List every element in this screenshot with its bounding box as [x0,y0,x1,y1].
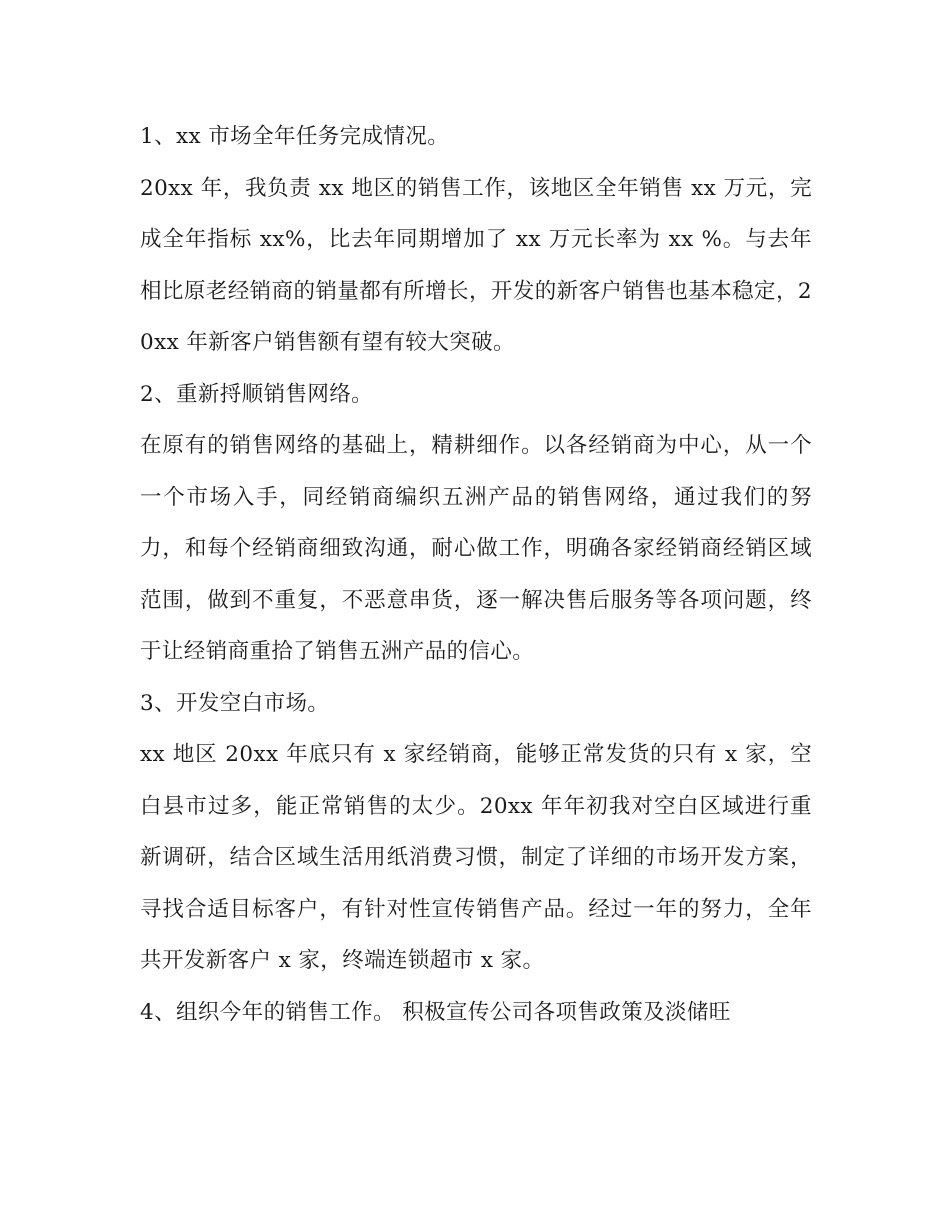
heading-sales-network: 2、重新捋顺销售网络。 [140,381,374,407]
paragraph-sales-summary: 20xx 年，我负责 xx 地区的销售工作，该地区全年销售 xx 万元，完成全年指标 xx%，比去年同期增加了 xx 万元长率为 xx %。与去年相比原老经销商的销量都有所增长，开发的新客户销售也基本稳定，20xx 年新客户销售额有望有较大突破。 [140,175,812,355]
heading-blank-market: 3、开发空白市场。 [140,690,330,716]
paragraph-sales-network: 在原有的销售网络的基础上，精耕细作。以各经销商为中心，从一个一个市场入手，同经销商编织五洲产品的销售网络，通过我们的努力，和每个经销商细致沟通，耐心做工作，明确各家经销商经销区域范围，做到不重复，不恶意串货，逐一解决售后服务等各项问题，终于让经销商重拾了销售五洲产品的信心。 [140,433,812,664]
paragraph-blank-market: xx 地区 20xx 年底只有 x 家经销商，能够正常发货的只有 x 家，空白县市过多，能正常销售的太少。20xx 年年初我对空白区域进行重新调研，结合区域生活用纸消费习惯，制定了详细的市场开发方案，寻找合适目标客户，有针对性宣传销售产品。经过一年的努力，全年共开发新客户 x 家，终端连锁超市 x 家。 [140,742,812,973]
heading-market-task: 1、xx 市场全年任务完成情况。 [140,124,450,149]
heading-sales-organization: 4、组织今年的销售工作。 积极宣传公司各项售政策及淡储旺 [140,999,731,1025]
document-page [140,111,812,1038]
